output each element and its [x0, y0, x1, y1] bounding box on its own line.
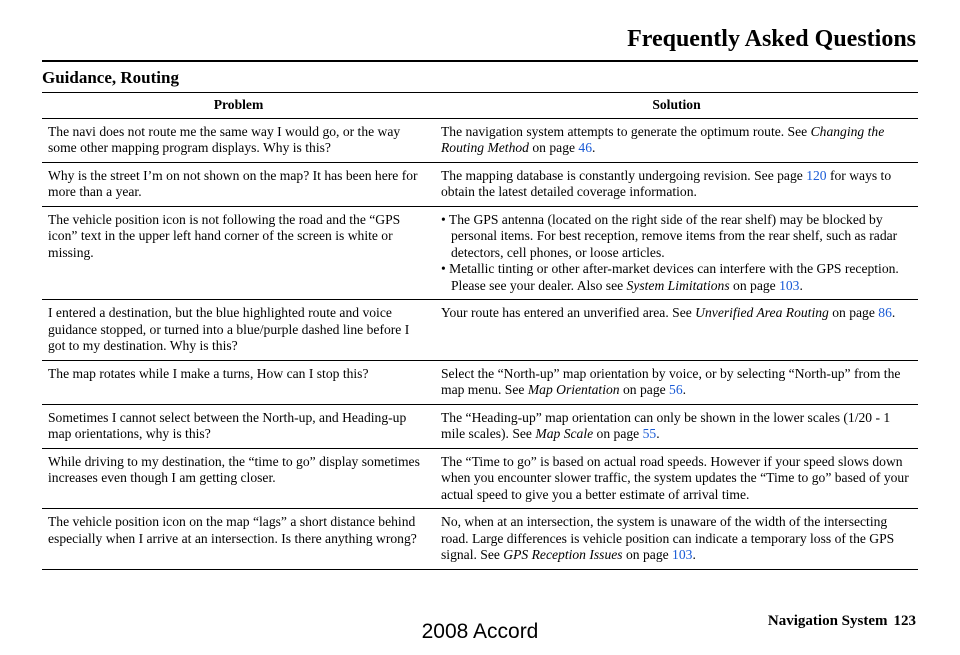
solution-cell [435, 162, 918, 206]
solution-text: on page [619, 382, 670, 397]
page-header-title: Frequently Asked Questions [627, 26, 916, 52]
solution-text: The mapping database is constantly undergoing revision. See page [441, 167, 807, 183]
problem-cell: I entered a destination, but the blue highlighted route and voice guidance stopped, or turned into a blue/purple dashed line before I got to my destination. Why is this? [42, 300, 435, 361]
solution-cell [435, 300, 918, 361]
solution-cell [435, 360, 918, 404]
solution-text: for ways to obtain the latest detailed coverage information. [441, 167, 892, 199]
solution-text: The “Time to go” is based on actual road speeds. However if your speed slows down when you encounter slower traffic, the system updates the “Time to go” based of your actual speed to give you a better estimate of arrival time. [441, 453, 909, 502]
problem-cell: Sometimes I cannot select between the North-up, and Heading-up map orientations, why is this? [42, 404, 435, 448]
solution-text: No, when at an intersection, the system is unaware of the width of the intersecting road. Large differences is vehicle position can indicate a temporary loss of the GPS signal. See [441, 514, 895, 562]
cross-reference-title: Changing the Routing Method [441, 123, 885, 155]
solution-text: . [592, 140, 596, 155]
column-header-problem: Problem [42, 93, 435, 119]
page-reference-link[interactable]: 46 [578, 140, 593, 155]
problem-cell: The map rotates while I make a turns, How can I stop this? [42, 360, 435, 404]
cross-reference-title: Unverified Area Routing [695, 305, 829, 320]
faq-table [42, 92, 918, 570]
solution-text: The “Heading-up” map orientation can only be shown in the lower scales (1/20 - 1 mile scales). See [441, 409, 891, 441]
table-row [42, 509, 918, 570]
cross-reference-title: Map Orientation [527, 382, 620, 397]
solution-text: • Metallic tinting or other after-market devices can interfere with the GPS reception. Please see your dealer. Also see [441, 261, 899, 293]
problem-cell: Why is the street I’m on not shown on the map? It has been here for more than a year. [42, 162, 435, 206]
solution-text: The navigation system attempts to generate the optimum route. See [441, 123, 811, 139]
cross-reference-title: System Limitations [626, 277, 730, 293]
problem-cell: While driving to my destination, the “time to go” display sometimes increases even though I am getting closer. [42, 448, 435, 509]
solution-cell [435, 404, 918, 448]
table-row [42, 162, 918, 206]
solution-cell [435, 206, 918, 300]
table-row [42, 448, 918, 509]
solution-text: on page [729, 277, 780, 293]
page-reference-link[interactable]: 103 [779, 277, 800, 293]
table-row [42, 300, 918, 361]
page-reference-link[interactable]: 103 [672, 547, 693, 562]
cross-reference-title: Map Scale [535, 426, 594, 441]
table-row [42, 118, 918, 162]
solution-text: on page [528, 140, 579, 155]
table-row [42, 360, 918, 404]
section-title: Guidance, Routing [42, 68, 179, 87]
problem-cell: The vehicle position icon on the map “lags” a short distance behind especially when I arrive at an intersection. Is there anything wrong? [42, 509, 435, 570]
faq-table-body [42, 118, 918, 569]
solution-bullet [441, 261, 912, 294]
solution-text: on page [593, 426, 643, 441]
page-number: 123 [893, 613, 916, 629]
solution-text: . [656, 426, 660, 441]
solution-text: Select the “North-up” map orientation by voice, or by selecting “North-up” from the map menu. See [441, 365, 901, 397]
table-row [42, 206, 918, 300]
solution-bullet [441, 212, 912, 262]
page-reference-link[interactable]: 56 [669, 382, 683, 397]
page-reference-link[interactable]: 120 [806, 167, 827, 183]
problem-cell: The navi does not route me the same way I would go, or the way some other mapping program displays. Why is this? [42, 118, 435, 162]
solution-text: • The GPS antenna (located on the right side of the rear shelf) may be blocked by personal items. For best reception, remove items from the rear shelf, such as radar detectors, cell phones, or loose articles. [441, 211, 898, 260]
page-reference-link[interactable]: 55 [642, 426, 657, 441]
page-reference-link[interactable]: 86 [878, 305, 892, 320]
header-divider [42, 60, 918, 62]
footer-label: Navigation System [767, 613, 888, 629]
solution-cell [435, 448, 918, 509]
solution-cell [435, 509, 918, 570]
table-header-row [42, 93, 918, 119]
solution-text: . [799, 277, 803, 293]
solution-text: . [891, 305, 896, 320]
column-header-solution: Solution [435, 93, 918, 119]
solution-text: . [682, 382, 687, 397]
solution-text: on page [828, 305, 879, 320]
cross-reference-title: GPS Reception Issues [503, 547, 623, 562]
solution-cell [435, 118, 918, 162]
watermark-text: 2008 Accord [421, 620, 539, 643]
solution-text: on page [622, 547, 673, 562]
table-row [42, 404, 918, 448]
solution-text: Your route has entered an unverified area. See [441, 305, 696, 320]
problem-cell: The vehicle position icon is not following the road and the “GPS icon” text in the upper left hand corner of the screen is white or missing. [42, 206, 435, 300]
solution-text: . [692, 547, 696, 562]
